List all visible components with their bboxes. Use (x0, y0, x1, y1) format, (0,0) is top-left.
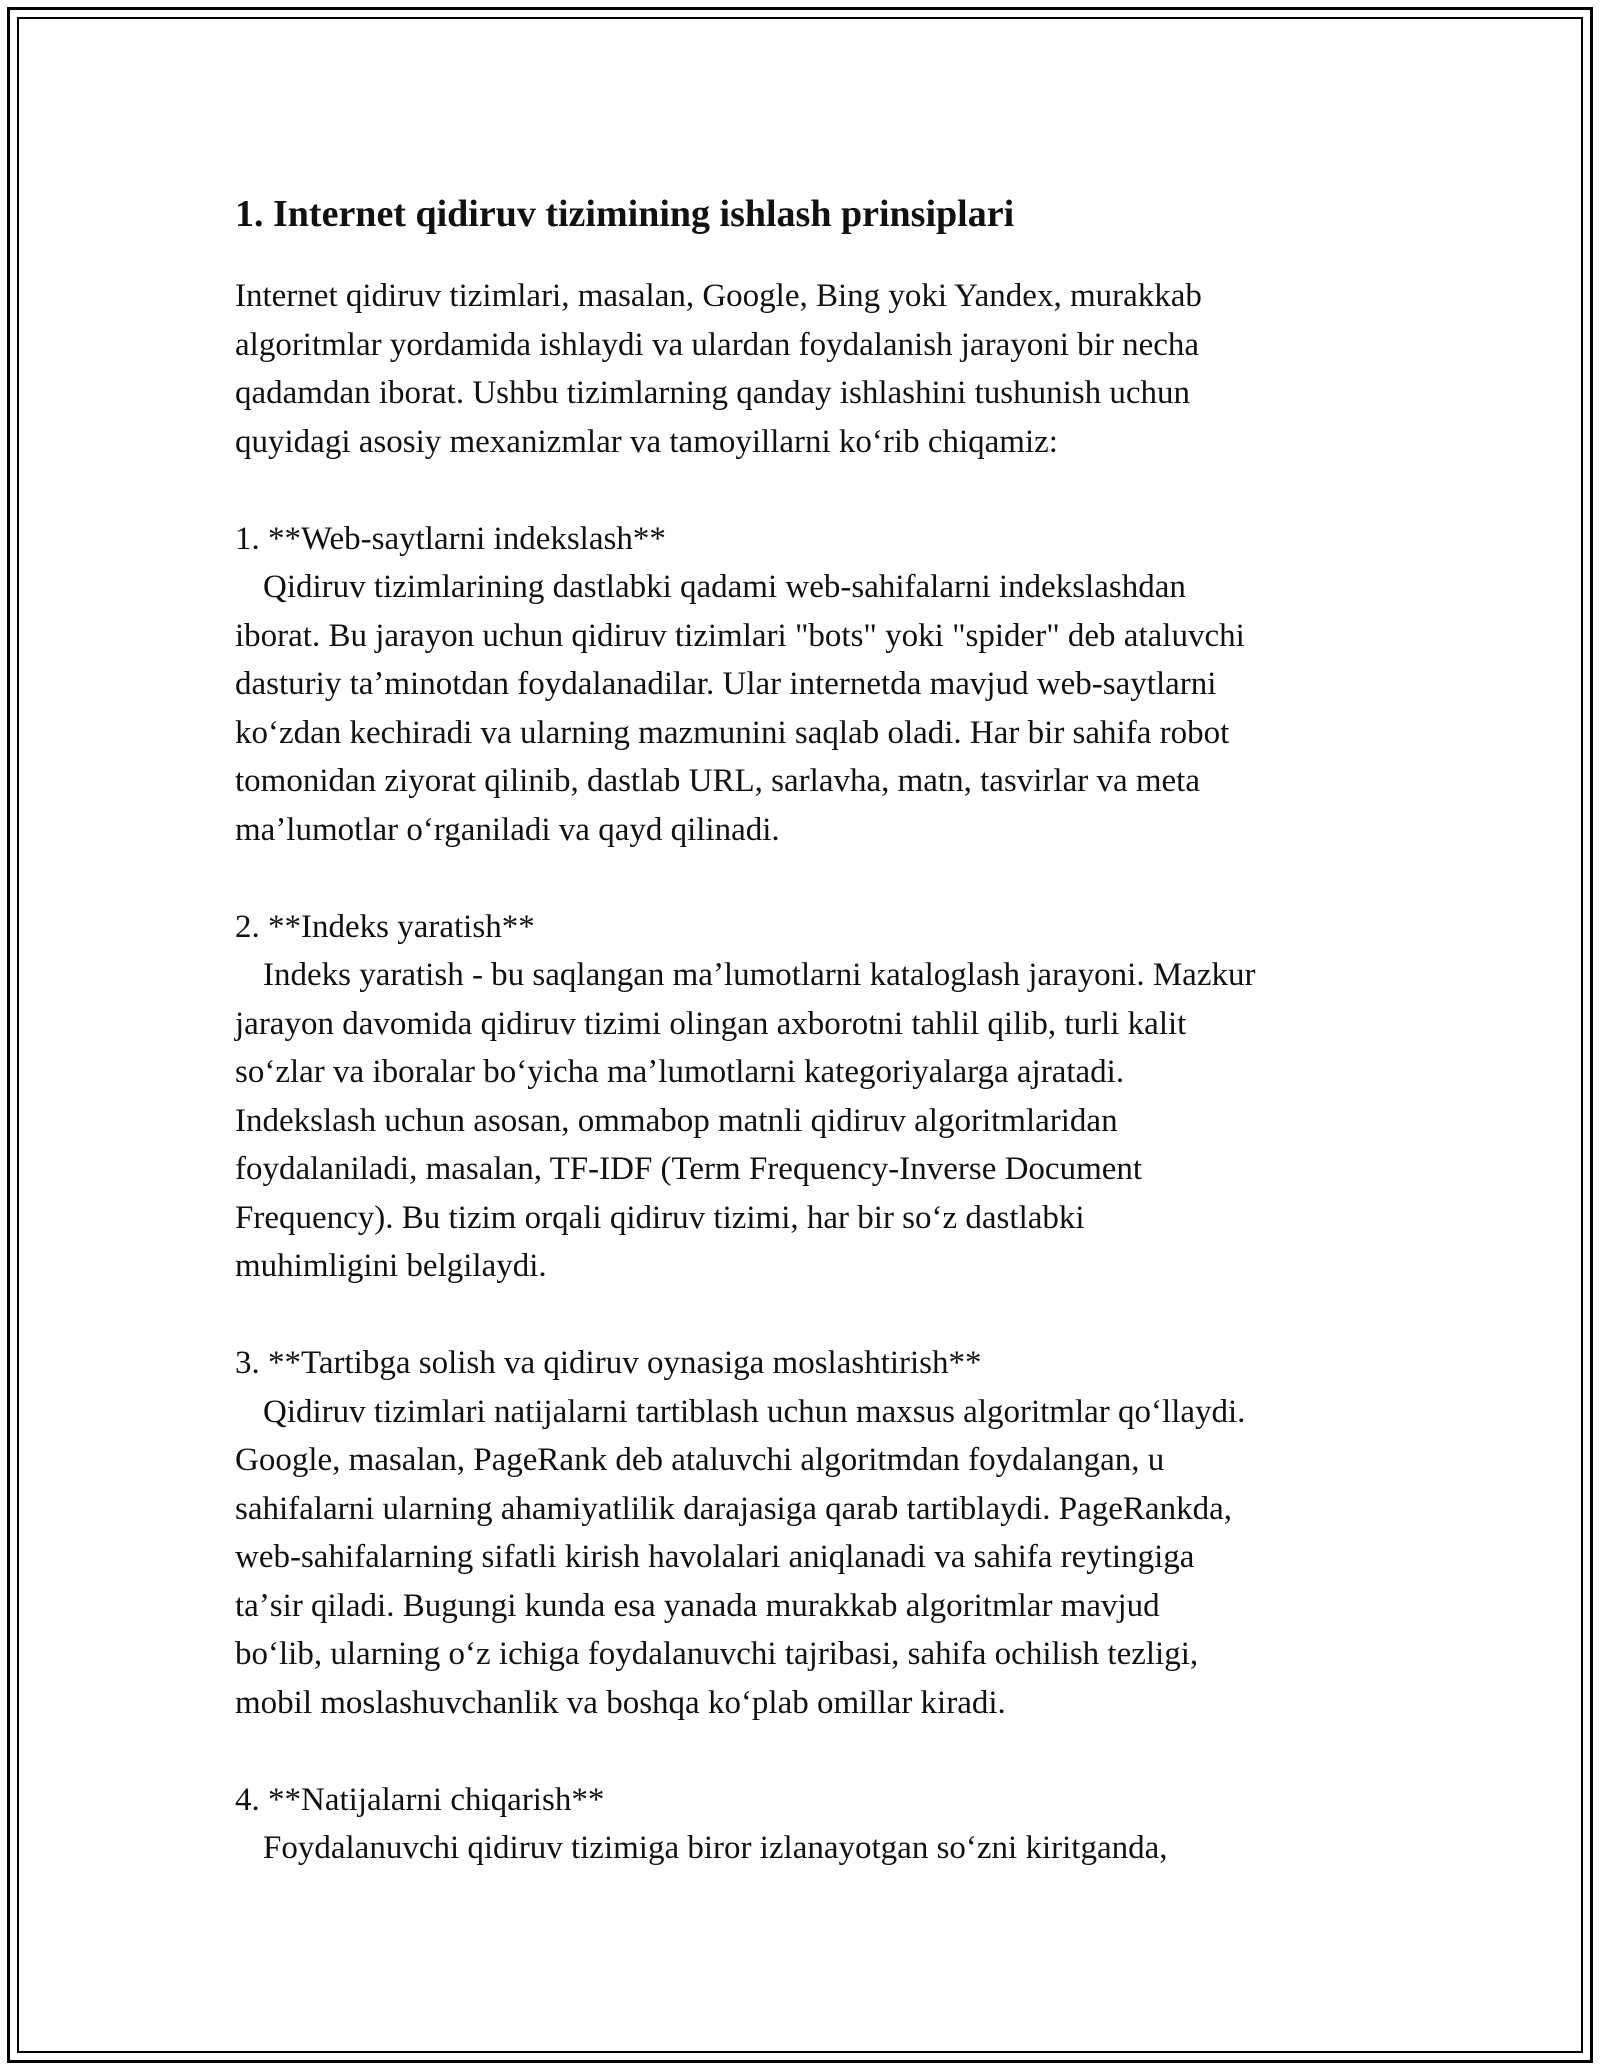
section-heading: 1. **Web-saytlarni indekslash** (235, 520, 666, 557)
document-title: 1. Internet qidiruv tizimining ishlash prinsiplari (235, 193, 1015, 235)
section-line: soʻzlar va iboralar boʻyicha maʼlumotlarni kategoriyalarga ajratadi. (235, 1054, 1125, 1090)
section-line: boʻlib, ularning oʻz ichiga foydalanuvchi tajribasi, sahifa ochilish tezligi, (235, 1636, 1199, 1672)
intro-line: qadamdan iborat. Ushbu tizimlarning qanday ishlashini tushunish uchun (235, 375, 1191, 411)
section-line: koʻzdan kechiradi va ularning mazmunini saqlab oladi. Har bir sahifa robot (235, 714, 1230, 751)
section-line: Indekslash uchun asosan, ommabop matnli qidiruv algoritmlaridan (235, 1102, 1118, 1139)
section-line: foydalaniladi, masalan, TF-IDF (Term Frequency-Inverse Document (235, 1151, 1143, 1187)
section-line: Frequency). Bu tizim orqali qidiruv tizimi, har bir soʻz dastlabki (235, 1199, 1085, 1236)
section-line: Google, masalan, PageRank deb ataluvchi algoritmdan foydalangan, u (235, 1442, 1165, 1478)
intro-line: Internet qidiruv tizimlari, masalan, Google, Bing yoki Yandex, murakkab (235, 278, 1202, 314)
section-line: sahifalarni ularning ahamiyatlilik darajasiga qarab tartiblaydi. PageRankda, (235, 1490, 1232, 1527)
section-line: jarayon davomida qidiruv tizimi olingan axborotni tahlil qilib, turli kalit (235, 1005, 1187, 1042)
paragraph-gap (235, 854, 1385, 903)
section-line: Indeks yaratish - bu saqlangan maʼlumotlarni kataloglash jarayoni. Mazkur (263, 957, 1256, 993)
section-line: dasturiy taʼminotdan foydalanadilar. Ular internetda mavjud web-saytlarni (235, 666, 1217, 702)
section-index-creation (235, 903, 1385, 1291)
section-line: Foydalanuvchi qidiruv tizimiga biror izlanayotgan soʻzni kiritganda, (263, 1830, 1168, 1866)
section-line: muhimligini belgilaydi. (235, 1248, 547, 1284)
intro-line: algoritmlar yordamida ishlaydi va ulardan foydalanish jarayoni bir necha (235, 326, 1200, 363)
intro-paragraph (235, 272, 1385, 466)
section-line: web-sahifalarning sifatli kirish havolalari aniqlanadi va sahifa reytingiga (235, 1539, 1195, 1575)
section-heading: 4. **Natijalarni chiqarish** (235, 1781, 605, 1818)
section-line: taʼsir qiladi. Bugungi kunda esa yanada murakkab algoritmlar mavjud (235, 1587, 1160, 1624)
paragraph-gap (235, 1291, 1385, 1340)
paragraph-gap (235, 466, 1385, 515)
section-line: tomonidan ziyorat qilinib, dastlab URL, sarlavha, matn, tasvirlar va meta (235, 763, 1200, 799)
section-heading: 3. **Tartibga solish va qidiruv oynasiga moslashtirish** (235, 1345, 982, 1381)
section-line: iborat. Bu jarayon uchun qidiruv tizimlari "bots" yoki "spider" deb ataluvchi (235, 617, 1245, 654)
intro-line: quyidagi asosiy mexanizmlar va tamoyillarni koʻrib chiqamiz: (235, 423, 1058, 460)
section-ranking (235, 1339, 1385, 1727)
section-heading: 2. **Indeks yaratish** (235, 908, 535, 945)
section-web-indexing (235, 515, 1385, 855)
section-line: maʼlumotlar oʻrganiladi va qayd qilinadi. (235, 811, 780, 848)
paragraph-gap (235, 1727, 1385, 1776)
section-line: Qidiruv tizimlarining dastlabki qadami web-sahifalarni indekslashdan (263, 569, 1186, 605)
section-line: mobil moslashuvchanlik va boshqa koʻplab omillar kiradi. (235, 1684, 1006, 1721)
document-body (235, 186, 1385, 1873)
section-results-output (235, 1776, 1385, 1873)
section-line: Qidiruv tizimlari natijalarni tartiblash uchun maxsus algoritmlar qoʻllaydi. (263, 1393, 1246, 1430)
